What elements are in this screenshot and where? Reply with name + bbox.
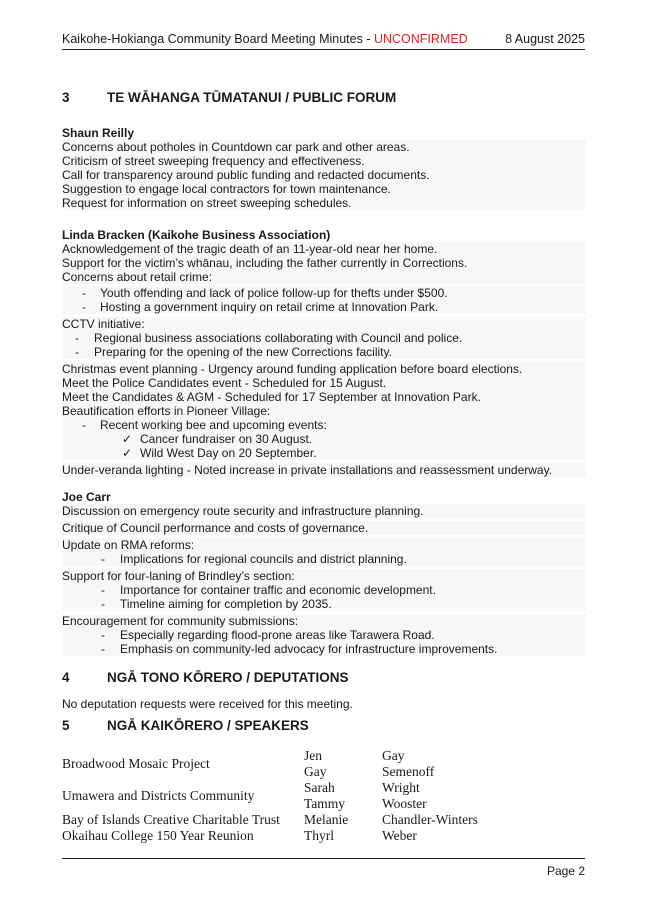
list-item: Beautification efforts in Pioneer Village:	[62, 404, 271, 418]
check-icon: ✓	[122, 446, 133, 460]
list-item: Discussion on emergency route security and infrastructure planning.	[62, 504, 424, 518]
speaker-name: Linda Bracken (Kaikohe Business Association)	[62, 228, 331, 242]
last-name: Wooster	[382, 796, 427, 811]
last-name: Gay	[382, 748, 405, 763]
list-item: Suggestion to engage local contractors for town maintenance.	[62, 182, 391, 196]
checklist-item: ✓ Cancer fundraiser on 30 August.	[122, 432, 313, 446]
checklist-item: ✓ Wild West Day on 20 September.	[122, 446, 317, 460]
page-header	[62, 31, 585, 50]
speaker-org: Broadwood Mosaic Project	[62, 756, 210, 771]
list-item: - Especially regarding flood-prone areas like Tarawera Road.	[101, 628, 435, 642]
speaker-org: Umawera and Districts Community	[62, 788, 255, 803]
list-item: - Youth offending and lack of police follow-up for thefts under $500.	[82, 286, 448, 300]
first-name: Gay	[304, 764, 327, 779]
speaker-linda-bracken	[62, 228, 586, 477]
last-name: Weber	[382, 828, 417, 843]
list-item: Meet the Candidates & AGM - Scheduled for 17 September at Innovation Park.	[62, 390, 481, 404]
list-item: - Recent working bee and upcoming events:	[82, 418, 327, 432]
speaker-name: Joe Carr	[62, 490, 111, 504]
list-item: Christmas event planning - Urgency around funding application before board elections.	[62, 362, 523, 376]
table-row	[62, 828, 522, 844]
list-item: - Importance for container traffic and economic development.	[101, 583, 436, 597]
list-item: Meet the Police Candidates event - Scheduled for 15 August.	[62, 376, 387, 390]
table-row	[62, 748, 522, 780]
list-item: Under-veranda lighting - Noted increase in private installations and reassessment underway.	[62, 463, 553, 477]
first-name: Sarah	[304, 780, 335, 795]
speaker-joe-carr	[62, 490, 586, 656]
header-date: 8 August 2025	[505, 32, 585, 46]
rma-label: Update on RMA reforms:	[62, 538, 195, 552]
header-title: Kaikohe-Hokianga Community Board Meeting Minutes - UNCONFIRMED	[62, 32, 468, 46]
list-item: Call for transparency around public funding and redacted documents.	[62, 168, 430, 182]
page-number: Page 2	[546, 864, 585, 878]
list-item: - Implications for regional councils and district planning.	[101, 552, 407, 566]
list-item: - Preparing for the opening of the new Corrections facility.	[75, 345, 392, 359]
cctv-label: CCTV initiative:	[62, 317, 145, 331]
list-item: - Timeline aiming for completion by 2035.	[101, 597, 332, 611]
status-label: UNCONFIRMED	[373, 32, 468, 46]
list-item: Critique of Council performance and costs of governance.	[62, 521, 369, 535]
page-footer	[62, 858, 585, 878]
first-name: Jen	[304, 748, 322, 763]
speaker-org: Okaihau College 150 Year Reunion	[62, 828, 254, 843]
speakers-table	[62, 748, 522, 844]
list-item: Concerns about retail crime:	[62, 270, 213, 284]
list-item: Concerns about potholes in Countdown car park and other areas.	[62, 140, 410, 154]
list-item: Acknowledgement of the tragic death of an 11-year-old near her home.	[62, 242, 438, 256]
list-item: - Emphasis on community-led advocacy for infrastructure improvements.	[101, 642, 498, 656]
list-item: Support for the victim’s whānau, including the father currently in Corrections.	[62, 256, 468, 270]
list-item: - Regional business associations collaborating with Council and police.	[75, 331, 463, 345]
speaker-shaun-reilly	[62, 126, 586, 210]
table-row	[62, 812, 522, 828]
section-3-heading: 3 TE WĀHANGA TŪMATANUI / PUBLIC FORUM	[62, 90, 397, 105]
list-item: - Hosting a government inquiry on retail crime at Innovation Park.	[82, 300, 439, 314]
first-name: Tammy	[304, 796, 346, 811]
last-name: Semenoff	[382, 764, 435, 779]
speaker-name: Shaun Reilly	[62, 126, 135, 140]
last-name: Chandler-Winters	[382, 812, 478, 827]
list-item: Criticism of street sweeping frequency and effectiveness.	[62, 154, 365, 168]
last-name: Wright	[382, 780, 420, 795]
first-name: Thyrl	[304, 828, 334, 843]
deputations-text: No deputation requests were received for this meeting.	[62, 697, 353, 711]
list-item: Request for information on street sweeping schedules.	[62, 196, 352, 210]
enc-label: Encouragement for community submissions:	[62, 614, 299, 628]
check-icon: ✓	[122, 432, 133, 446]
section-5-heading: 5 NGĀ KAIKŌRERO / SPEAKERS	[62, 718, 309, 733]
lane-label: Support for four-laning of Brindley’s section:	[62, 569, 295, 583]
first-name: Melanie	[304, 812, 349, 827]
section-4-heading: 4 NGĀ TONO KŌRERO / DEPUTATIONS	[62, 670, 349, 685]
speaker-org: Bay of Islands Creative Charitable Trust	[62, 812, 280, 827]
table-row	[62, 780, 522, 812]
